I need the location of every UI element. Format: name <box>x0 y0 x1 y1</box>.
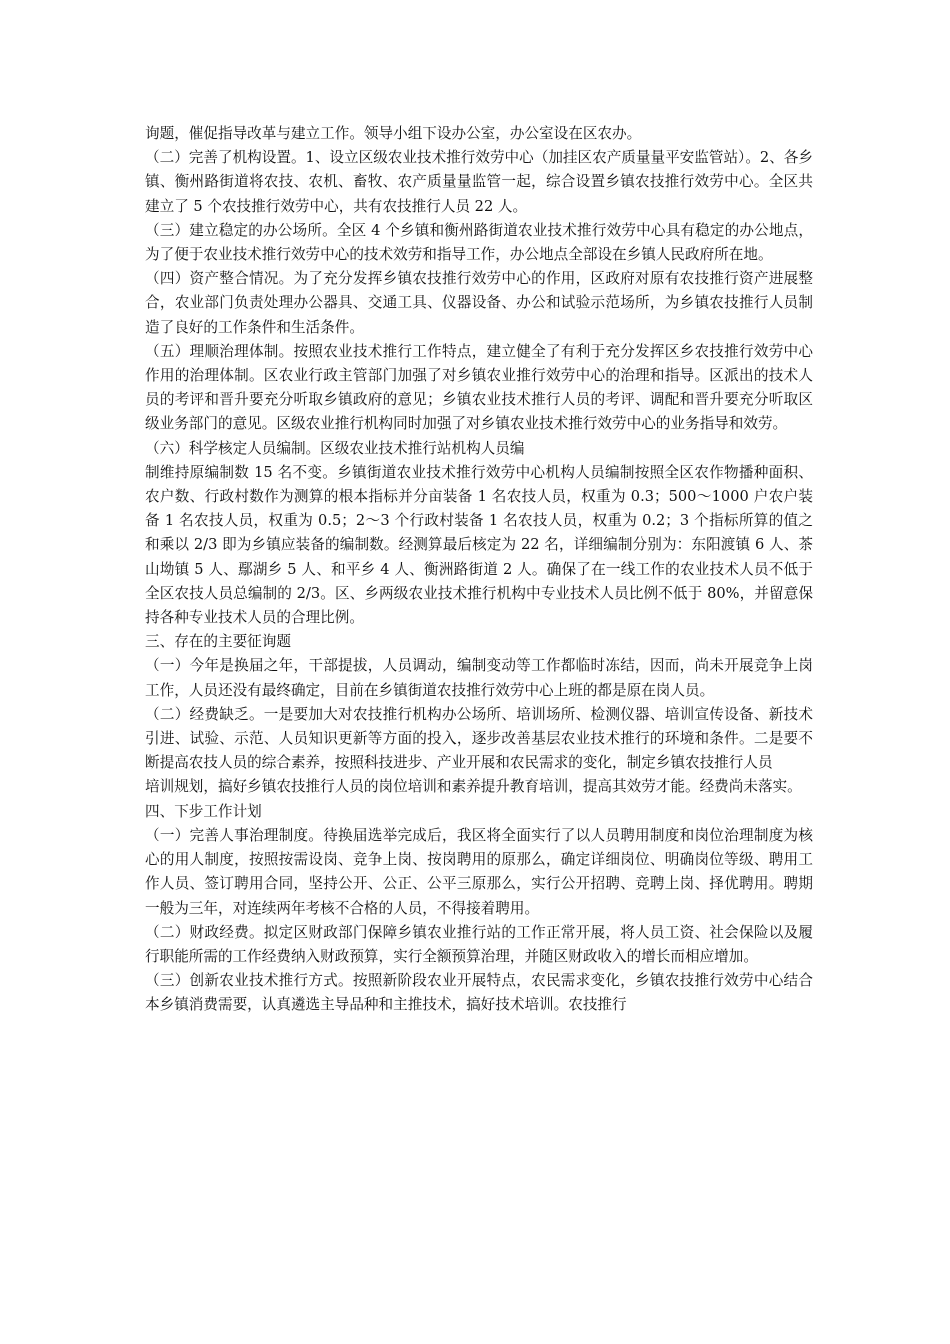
paragraph-staffing: （六）科学核定人员编制。区级农业技术推行站机构人员编 <box>145 439 525 457</box>
paragraph-asset-integration: （四）资产整合情况。为了充分发挥乡镇农技推行效劳中心的作用，区政府对原有农技推行资产进展整合，农业部门负责处理办公器具、交通工具、仪器设备、办公和试验示范场所，为乡镇农技推行人员制造了良好的工作条件和生活条件。 <box>145 270 813 336</box>
paragraph-staffing-details: 制维持原编制数 15 名不变。乡镇街道农业技术推行效劳中心机构人员编制按照全区农作物播种面积、农户数、行政村数作为测算的根本指标并分亩装备 1 名农技人员，权重为 0.3；500～1000 户农户装备 1 名农技人员，权重为 0.5；2～3 个行政村装备 1 名农技人员，权重为 0.2；3 个指标所算的值之和乘以 2/3 即为乡镇应装备的编制数。经测算最后核定为 22 名，详细编制分别为：东阳渡镇 6 人、茶山坳镇 5 人、鄢湖乡 5 人、和平乡 4 人、衡洲路街道 2 人。确保了在一线工作的农业技术人员不低于全区农技人员总编制的 2/3。区、乡两级农业技术推行机构中专业技术人员比例不低于 80%，并留意保持各种专业技术人员的合理比例。 <box>145 463 813 627</box>
paragraph-plan-innovation: （三）创新农业技术推行方式。按照新阶段农业开展特点，农民需求变化，乡镇农技推行效劳中心结合本乡镇消费需要，认真遴选主导品种和主推技术，搞好技术培训。农技推行 <box>145 972 813 1014</box>
section-heading-next-steps: 四、下步工作计划 <box>145 802 262 820</box>
document-body <box>145 122 813 1018</box>
section-heading-problems: 三、存在的主要征询题 <box>145 633 291 651</box>
paragraph-problem-election: （一）今年是换届之年，干部提拔，人员调动，编制变动等工作都临时冻结，因而，尚未开展竞争上岗工作，人员还没有最终确定，目前在乡镇街道农技推行效劳中心上班的都是原在岗人员。 <box>145 657 813 699</box>
paragraph-plan-personnel: （一）完善人事治理制度。待换届选举完成后，我区将全面实行了以人员聘用制度和岗位治理制度为核心的用人制度，按照按需设岗、竞争上岗、按岗聘用的原那么，确定详细岗位、明确岗位等级、聘用工作人员、签订聘用合同，坚持公开、公正、公平三原那么，实行公开招聘、竞聘上岗、择优聘用。聘期一般为三年，对连续两年考核不合格的人员，不得接着聘用。 <box>145 826 813 917</box>
paragraph-continuation: 询题，催促指导改革与建立工作。领导小组下设办公室，办公室设在区农办。 <box>145 125 642 142</box>
paragraph-institution-setup: （二）完善了机构设置。1、设立区级农业技术推行效劳中心（加挂区农产质量量平安监管站）。2、各乡镇、衡州路街道将农技、农机、畜牧、农产质量量监管一起，综合设置乡镇农技推行效劳中心。全区共建立了 5 个农技推行效劳中心，共有农技推行人员 22 人。 <box>145 149 813 215</box>
paragraph-office-location: （三）建立稳定的办公场所。全区 4 个乡镇和衡州路街道农业技术推行效劳中心具有稳定的办公地点，为了便于农业技术推行效劳中心的技术效劳和指导工作，办公地点全部设在乡镇人民政府所在地。 <box>145 221 813 264</box>
paragraph-management-system: （五）理顺治理体制。按照农业技术推行工作特点，建立健全了有利于充分发挥区乡农技推行效劳中心作用的治理体制。区农业行政主管部门加强了对乡镇农业推行效劳中心的治理和指导。区派出的技术人员的考评和晋升要充分听取乡镇政府的意见；乡镇农业技术推行人员的考评、调配和晋升要充分听取区级业务部门的意见。区级农业推行机构同时加强了对乡镇农业技术推行效劳中心的业务指导和效劳。 <box>145 342 813 433</box>
paragraph-plan-finance: （二）财政经费。拟定区财政部门保障乡镇农业推行站的工作正常开展，将人员工资、社会保险以及履行职能所需的工作经费纳入财政预算，实行全额预算治理，并随区财政收入的增长而相应增加。 <box>145 923 813 965</box>
paragraph-problem-funding: （二）经费缺乏。一是要加大对农技推行机构办公场所、培训场所、检测仪器、培训宣传设备、新技术引进、试验、示范、人员知识更新等方面的投入，逐步改善基层农业技术推行的环境和条件。二是要不断提高农技人员的综合素养，按照科技进步、产业开展和农民需求的变化，制定乡镇农技推行人员 <box>145 705 813 772</box>
paragraph-problem-training: 培训规划，搞好乡镇农技推行人员的岗位培训和素养提升教育培训，提高其效劳才能。经费尚未落实。 <box>145 778 802 796</box>
